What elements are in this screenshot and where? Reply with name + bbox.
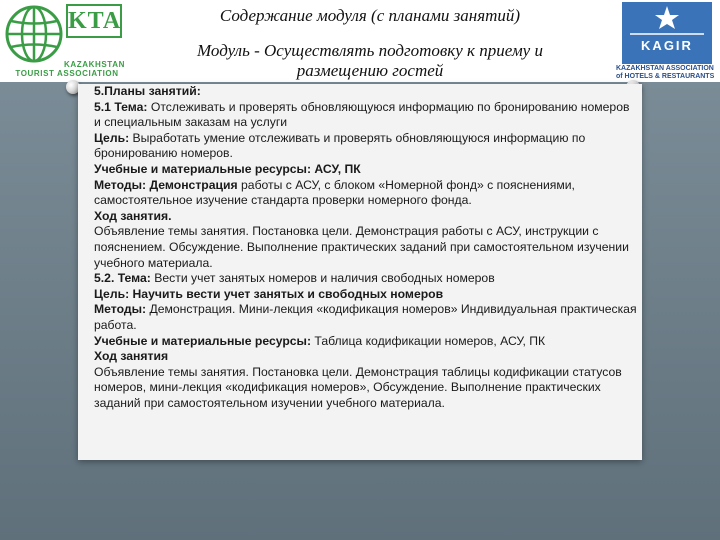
lesson1-goal-text: Выработать умение отслеживать и проверять обновляющуюся информацию по бронированию номеров. xyxy=(94,130,586,161)
lesson1-methods-label: Методы: Демонстрация xyxy=(94,177,238,192)
section-heading: 5.Планы занятий: xyxy=(94,84,201,98)
lesson1-course-text: Объявление темы занятия. Постановка цели. Демонстрация работы с АСУ, инструкции с пояснением. Обсуждение. Выполнение практических заданий при самостоятельном изучении учебного материала. xyxy=(94,224,629,270)
kagir-caption xyxy=(616,65,720,81)
lesson2-course-label: Ход занятия xyxy=(94,349,169,364)
kta-logo xyxy=(2,2,130,80)
lesson2-topic-text: Вести учет занятых номеров и наличия свободных номеров xyxy=(150,271,495,286)
lesson2-methods-text: Демонстрация. Мини-лекция «кодификация номеров» Индивидуальная практическая работа. xyxy=(94,302,637,332)
lesson1-methods-text: работы с АСУ, с блоком «Номерной фонд» с пояснениями, самостоятельное изучение стандарта проверки номерного фонда. xyxy=(94,177,575,208)
lesson2-course-text: Объявление темы занятия. Постановка цели. Демонстрация таблицы кодификации статусов номеров, мини-лекция «кодификация номеров», Обсуждение. Выполнение практических заданий при самостоятельном изучении учебного материала. xyxy=(94,364,622,410)
module-subtitle: Модуль - Осуществлять подготовку к приему и размещению гостей xyxy=(197,41,543,80)
kta-abbr: KTA xyxy=(66,4,122,38)
lesson2-resources-text: Таблица кодификации номеров, АСУ, ПК xyxy=(311,333,546,348)
lesson-plans-text xyxy=(94,84,639,411)
kagir-abbr: KAGIR xyxy=(641,38,693,53)
star-icon xyxy=(622,2,712,38)
lesson2-resources-label: Учебные и материальные ресурсы: xyxy=(94,333,312,348)
kagir-caption-line1: KAZAKHSTAN ASSOCIATION xyxy=(616,65,714,72)
kta-caption xyxy=(2,60,132,78)
kagir-logo xyxy=(614,2,720,80)
lesson2-topic-label: 5.2. Тема: xyxy=(94,271,151,286)
lesson2-methods-label: Методы: xyxy=(94,302,147,317)
header-bar xyxy=(0,0,720,82)
kta-caption-line2: TOURIST ASSOCIATION xyxy=(15,69,119,78)
lesson1-goal-label: Цель: xyxy=(94,130,130,145)
lesson1-topic-text: Отслеживать и проверять обновляющуюся информацию по бронированию номеров и специальным заказам на услуги xyxy=(94,99,630,130)
kagir-caption-line2: of HOTELS & RESTAURANTS xyxy=(616,73,715,80)
lesson1-resources: Учебные и материальные ресурсы: АСУ, ПК xyxy=(94,161,361,176)
kagir-emblem xyxy=(622,2,712,64)
page-title: Содержание модуля (с планами занятий) xyxy=(219,6,521,25)
lesson1-topic-label: 5.1 Тема: xyxy=(94,99,148,114)
lesson2-goal: Цель: Научить вести учет занятых и свободных номеров xyxy=(94,286,444,301)
globe-icon xyxy=(4,4,64,64)
lesson1-course-label: Ход занятия. xyxy=(94,208,172,223)
content-card xyxy=(78,84,642,460)
kta-caption-line1: KAZAKHSTAN xyxy=(64,60,125,69)
